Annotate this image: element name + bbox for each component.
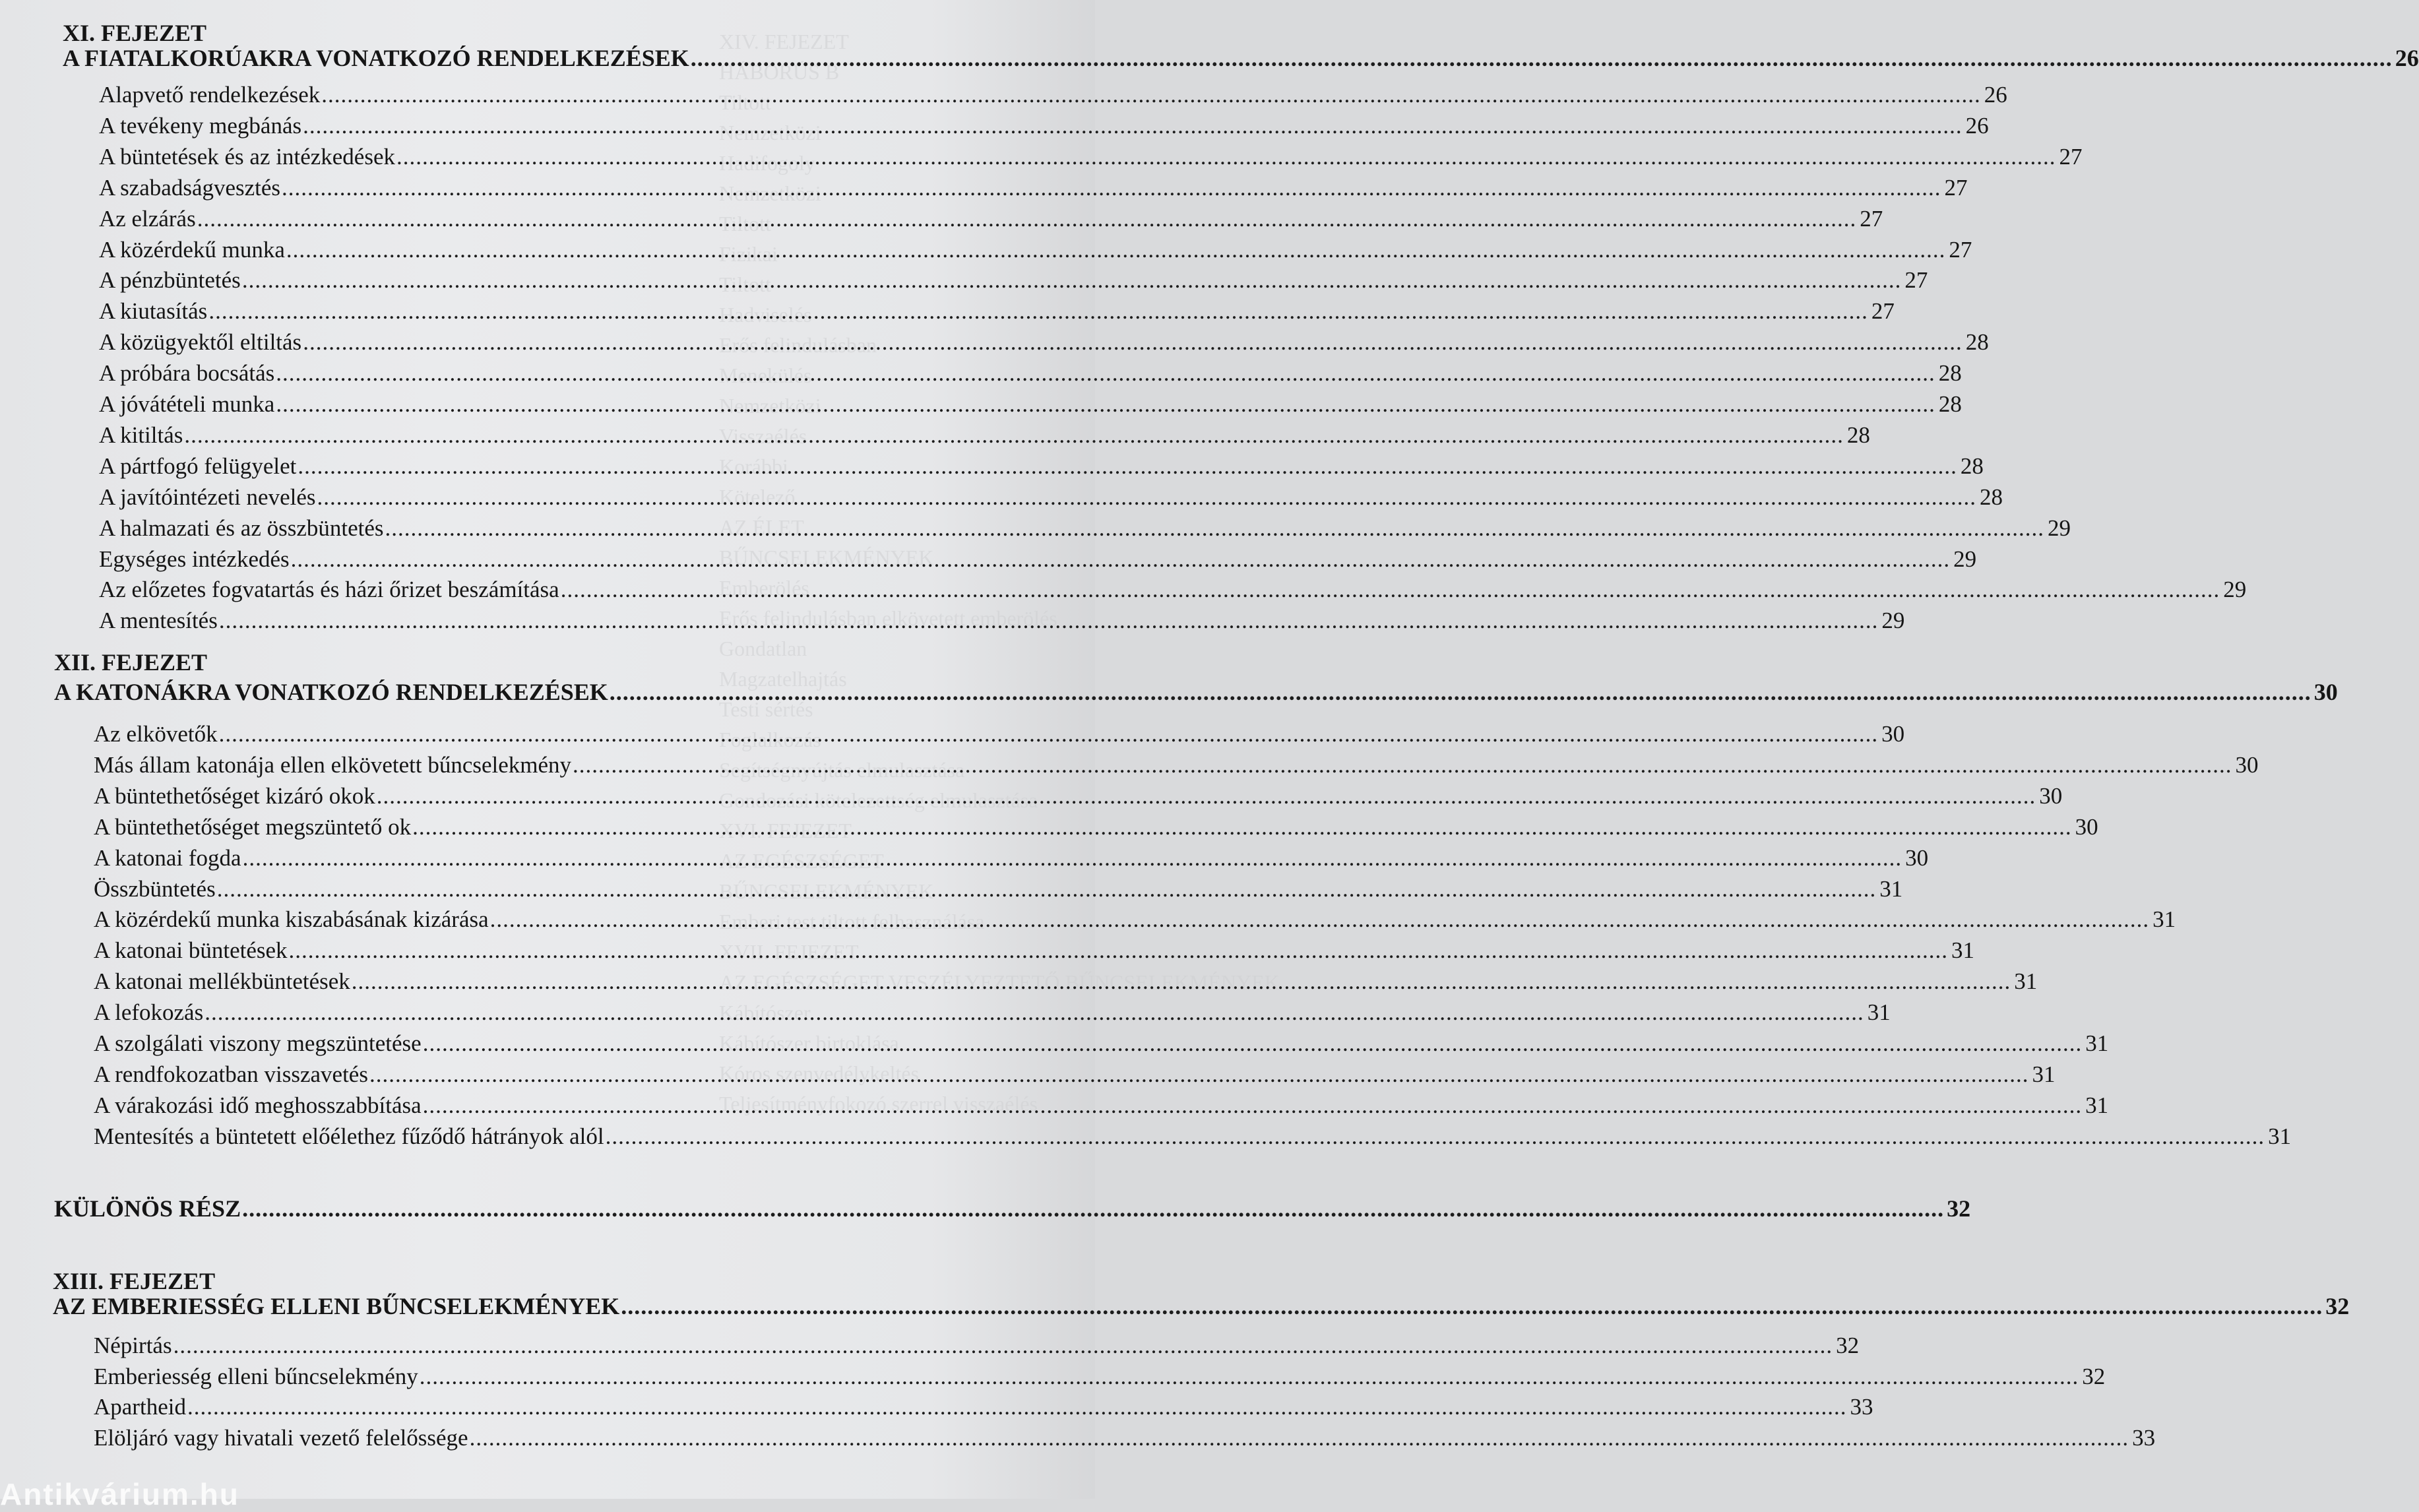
toc-entry bbox=[99, 328, 1989, 357]
entry-label: A katonai büntetések bbox=[94, 937, 288, 963]
page-number: 30 bbox=[2235, 752, 2259, 778]
toc-entry bbox=[94, 1029, 2109, 1058]
bleed-through-line: BŰNCSELEKMÉNYEK bbox=[719, 879, 934, 903]
bleed-through-line: Emberi test tiltott felhasználása bbox=[719, 910, 985, 933]
toc-entry bbox=[94, 1331, 1860, 1360]
toc-entry bbox=[94, 720, 1905, 749]
bleed-through-line: Hadifogoly bbox=[719, 151, 815, 175]
toc-entry bbox=[99, 575, 2247, 604]
toc-entry bbox=[94, 782, 2063, 811]
bleed-through-line: Korábbi bbox=[719, 455, 788, 478]
page-number: 27 bbox=[1949, 237, 1972, 263]
entry-label: A várakozási idő meghosszabbítása bbox=[94, 1092, 422, 1118]
entry-label: A rendfokozatban visszavetés bbox=[94, 1061, 368, 1087]
bleed-through-line: Nemzetközi bbox=[719, 121, 821, 144]
toc-entry bbox=[94, 936, 1975, 965]
entry-label: A kitiltás bbox=[99, 422, 183, 448]
page-number: 32 bbox=[2082, 1364, 2106, 1389]
toc-entry bbox=[99, 606, 1905, 635]
page-number: 29 bbox=[2048, 515, 2071, 541]
bleed-through-line: Tiltott bbox=[719, 272, 771, 296]
dot-leader bbox=[282, 173, 1941, 203]
dot-leader bbox=[423, 1029, 2083, 1058]
entry-label: A közérdekű munka bbox=[99, 237, 285, 263]
toc-entry bbox=[99, 266, 1928, 295]
chapter-number: XIII. FEJEZET bbox=[53, 1268, 216, 1294]
bleed-through-line: Visszaélés bbox=[719, 424, 807, 448]
entry-label: Az elkövetők bbox=[94, 721, 218, 747]
bleed-through-line: Kötelező bbox=[719, 485, 796, 509]
watermark: Antikvárium.hu bbox=[0, 1477, 239, 1511]
page-number: 30 bbox=[1905, 845, 1929, 871]
bleed-through-line: AZ EGÉSZSÉGET VESZÉLYEZTETŐ BŰNCSELEKMÉNYEK bbox=[719, 970, 1280, 994]
entry-label: A próbára bocsátás bbox=[99, 360, 275, 386]
toc-entry bbox=[94, 1060, 2056, 1089]
toc-entry bbox=[94, 1362, 2106, 1391]
toc-entry bbox=[99, 236, 1972, 265]
toc-entry bbox=[99, 390, 1962, 419]
dot-leader bbox=[352, 967, 2011, 996]
dot-leader bbox=[303, 111, 1963, 141]
dot-leader bbox=[470, 1424, 2129, 1453]
part-heading-row bbox=[54, 1194, 1971, 1223]
toc-entry bbox=[94, 1091, 2109, 1120]
dot-leader bbox=[610, 677, 2311, 707]
toc-entry bbox=[99, 452, 1984, 481]
dot-leader bbox=[423, 1091, 2083, 1120]
page-number: 29 bbox=[2223, 577, 2247, 602]
page-number: 32 bbox=[1947, 1195, 1971, 1222]
page-number: 31 bbox=[2014, 968, 2038, 994]
bleed-through-line: Tiltott bbox=[719, 90, 771, 114]
page-number: 28 bbox=[1965, 329, 1989, 355]
bleed-through-line: XIV. FEJEZET bbox=[719, 30, 849, 53]
page-number: 28 bbox=[1938, 360, 1962, 386]
page-number: 33 bbox=[1850, 1394, 1873, 1420]
page-number: 31 bbox=[2085, 1092, 2109, 1118]
page-number: 27 bbox=[1944, 175, 1968, 201]
bleed-through-line: AZ EGÉSZSÉGET bbox=[719, 849, 884, 873]
dot-leader bbox=[377, 782, 2036, 811]
dot-leader bbox=[187, 1393, 1847, 1422]
page-number: 30 bbox=[1881, 721, 1905, 747]
dot-leader bbox=[286, 236, 1946, 265]
dot-leader bbox=[490, 905, 2150, 934]
bleed-through-line: Erős felindulásban bbox=[719, 333, 877, 357]
toc-entry bbox=[94, 1393, 1873, 1422]
toc-entry bbox=[94, 751, 2259, 780]
dot-leader bbox=[369, 1060, 2029, 1089]
toc-entry bbox=[94, 875, 1903, 904]
toc-entry bbox=[99, 297, 1895, 326]
bleed-through-line: Hadviselés bbox=[719, 303, 812, 327]
entry-label: A mentesítés bbox=[99, 608, 218, 633]
page-number: 26 bbox=[2395, 45, 2419, 71]
toc-entry bbox=[94, 1424, 2156, 1453]
bleed-through-line: HÁBORÚS B bbox=[719, 60, 840, 84]
dot-leader bbox=[317, 483, 1977, 512]
dot-leader bbox=[321, 80, 1981, 110]
chapter-number: XII. FEJEZET bbox=[54, 649, 208, 676]
page-number: 26 bbox=[1984, 82, 2007, 108]
bleed-through-line: Fizikai bbox=[719, 242, 778, 266]
page-number: 27 bbox=[1860, 206, 1883, 232]
entry-label: A lefokozás bbox=[94, 999, 204, 1025]
toc-entry bbox=[99, 111, 1989, 141]
dot-leader bbox=[691, 44, 2393, 73]
bleed-through-line: BŰNCSELEKMÉNYEK bbox=[719, 546, 934, 569]
page-number: 29 bbox=[1953, 546, 1977, 572]
page-number: 31 bbox=[1867, 999, 1891, 1025]
page-number: 33 bbox=[2132, 1425, 2156, 1451]
bleed-through-line: XVII. FEJEZET bbox=[719, 940, 859, 964]
entry-label: A kiutasítás bbox=[99, 298, 208, 324]
dot-leader bbox=[561, 575, 2220, 604]
dot-leader bbox=[621, 1292, 2323, 1321]
toc-entry bbox=[99, 483, 2003, 512]
bleed-through-line: Segítségnyújtás elmulasztása bbox=[719, 758, 965, 782]
entry-label: A büntethetőséget megszüntető ok bbox=[94, 814, 412, 840]
toc-entry bbox=[94, 813, 2098, 842]
toc-entry bbox=[99, 142, 2083, 172]
page-number: 28 bbox=[1960, 453, 1984, 479]
entry-label: A pénzbüntetés bbox=[99, 267, 241, 293]
toc-entry bbox=[94, 844, 1929, 873]
entry-label: AZ EMBERIESSÉG ELLENI BŰNCSELEKMÉNYEK bbox=[53, 1293, 620, 1319]
entry-label: A FIATALKORÚAKRA VONATKOZÓ RENDELKEZÉSEK bbox=[63, 45, 689, 71]
entry-label: A pártfogó felügyelet bbox=[99, 453, 297, 479]
bleed-through-line: Gondatlan bbox=[719, 637, 807, 660]
bleed-through-line: Nemzetközi bbox=[719, 181, 821, 205]
entry-label: Egységes intézkedés bbox=[99, 546, 290, 572]
chapter-number: XI. FEJEZET bbox=[63, 20, 207, 46]
entry-label: Összbüntetés bbox=[94, 876, 216, 902]
dot-leader bbox=[276, 359, 1935, 388]
toc-entry bbox=[99, 173, 1968, 203]
dot-leader bbox=[184, 421, 1844, 450]
chapter-title-row bbox=[54, 677, 2338, 707]
entry-label: A katonai mellékbüntetések bbox=[94, 968, 350, 994]
entry-label: Alapvető rendelkezések bbox=[99, 82, 321, 108]
page-number: 31 bbox=[2268, 1123, 2292, 1149]
dot-leader bbox=[243, 844, 1902, 873]
dot-leader bbox=[276, 390, 1935, 419]
toc-entry bbox=[99, 421, 1870, 450]
entry-label: A szabadságvesztés bbox=[99, 175, 281, 201]
page-number: 27 bbox=[1871, 298, 1895, 324]
entry-label: A katonai fogda bbox=[94, 845, 241, 871]
page-number: 27 bbox=[1904, 267, 1928, 293]
entry-label: Népirtás bbox=[94, 1333, 172, 1358]
page-number: 31 bbox=[2152, 906, 2176, 932]
bleed-through-line: Testi sértés bbox=[719, 697, 813, 721]
entry-label: Más állam katonája ellen elkövetett bűncselekmény bbox=[94, 752, 572, 778]
toc-entry bbox=[99, 80, 2007, 110]
bleed-through-line: Menekülés bbox=[719, 363, 812, 387]
dot-leader bbox=[420, 1362, 2079, 1391]
toc-entry bbox=[94, 905, 2176, 934]
dot-leader bbox=[242, 266, 1902, 295]
page-number: 31 bbox=[2085, 1030, 2109, 1056]
toc-entry bbox=[99, 359, 1962, 388]
dot-leader bbox=[217, 875, 1877, 904]
dot-leader bbox=[396, 142, 2056, 172]
bleed-through-line: Nemzetközi bbox=[719, 394, 821, 418]
toc-entry bbox=[99, 205, 1883, 234]
dot-leader bbox=[606, 1122, 2265, 1151]
dot-leader bbox=[573, 751, 2232, 780]
entry-label: Az elzárás bbox=[99, 206, 196, 232]
bleed-through-line: XVI. FEJEZET bbox=[719, 819, 852, 842]
page-number: 28 bbox=[1980, 484, 2003, 510]
toc-entry bbox=[99, 514, 2071, 543]
entry-label: A közérdekű munka kiszabásának kizárása bbox=[94, 906, 489, 932]
entry-label: A jóvátételi munka bbox=[99, 391, 275, 417]
page-number: 32 bbox=[2325, 1293, 2350, 1319]
page-number: 29 bbox=[1881, 608, 1905, 633]
entry-label: A KATONÁKRA VONATKOZÓ RENDELKEZÉSEK bbox=[54, 679, 608, 705]
dot-leader bbox=[412, 813, 2072, 842]
entry-label: KÜLÖNÖS RÉSZ bbox=[54, 1195, 241, 1222]
page-number: 32 bbox=[1836, 1333, 1860, 1358]
dot-leader bbox=[173, 1331, 1833, 1360]
entry-label: A javítóintézeti nevelés bbox=[99, 484, 316, 510]
dot-leader bbox=[197, 205, 1857, 234]
page-number: 27 bbox=[2059, 144, 2083, 170]
dot-leader bbox=[219, 606, 1879, 635]
dot-leader bbox=[242, 1194, 1944, 1223]
page-number: 30 bbox=[2039, 783, 2063, 809]
entry-label: A büntethetőséget kizáró okok bbox=[94, 783, 375, 809]
entry-label: A közügyektől eltiltás bbox=[99, 329, 302, 355]
dot-leader bbox=[298, 452, 1957, 481]
dot-leader bbox=[289, 936, 1949, 965]
bleed-through-line: Teljesítményfokozó szerrel visszaélés bbox=[719, 1092, 1038, 1116]
dot-leader bbox=[385, 514, 2045, 543]
bleed-through-line: Kábítószer bbox=[719, 1001, 811, 1024]
entry-label: Emberiesség elleni bűncselekmény bbox=[94, 1364, 418, 1389]
bleed-through-line: Kóros szenvedélykeltés bbox=[719, 1061, 920, 1085]
chapter-title-row bbox=[63, 44, 2419, 73]
entry-label: A tevékeny megbánás bbox=[99, 113, 302, 139]
entry-label: Az előzetes fogvatartás és házi őrizet beszámítása bbox=[99, 577, 559, 602]
page-number: 26 bbox=[1965, 113, 1989, 139]
bleed-through-line: AZ ÉLET bbox=[719, 515, 804, 539]
toc-entry bbox=[94, 1122, 2292, 1151]
page-number: 31 bbox=[2032, 1061, 2056, 1087]
dot-leader bbox=[204, 998, 1864, 1027]
page-number: 30 bbox=[2075, 814, 2098, 840]
toc-entry bbox=[99, 545, 1977, 574]
bleed-through-line: Magzatelhajtás bbox=[719, 667, 847, 691]
entry-label: A halmazati és az összbüntetés bbox=[99, 515, 384, 541]
page-number: 31 bbox=[1879, 876, 1903, 902]
bleed-through-line: Erős felindulásban elkövetett emberölés bbox=[719, 606, 1057, 630]
bleed-through-line: Kábítószer birtoklása bbox=[719, 1031, 899, 1055]
page-number: 28 bbox=[1938, 391, 1962, 417]
entry-label: Apartheid bbox=[94, 1394, 186, 1420]
dot-leader bbox=[303, 328, 1963, 357]
bleed-through-line: Gondozási kötelezettség elmulasztása bbox=[719, 788, 1038, 812]
page-number: 30 bbox=[2313, 679, 2338, 705]
chapter-title-row bbox=[53, 1292, 2350, 1321]
dot-leader bbox=[219, 720, 1879, 749]
entry-label: Elöljáró vagy hivatali vezető felelőssége bbox=[94, 1425, 468, 1451]
entry-label: A büntetések és az intézkedések bbox=[99, 144, 395, 170]
toc-entry bbox=[94, 998, 1891, 1027]
dot-leader bbox=[208, 297, 1868, 326]
entry-label: A szolgálati viszony megszüntetése bbox=[94, 1030, 422, 1056]
bleed-through-line: Emberölés bbox=[719, 576, 809, 600]
page-number: 28 bbox=[1846, 422, 1870, 448]
entry-label: Mentesítés a büntetett előélethez fűződő hátrányok alól bbox=[94, 1123, 604, 1149]
dot-leader bbox=[291, 545, 1951, 574]
bleed-through-line: Tiltott bbox=[719, 212, 771, 236]
page-number: 31 bbox=[1951, 937, 1975, 963]
bleed-through-line: Foglalkozás bbox=[719, 728, 821, 751]
